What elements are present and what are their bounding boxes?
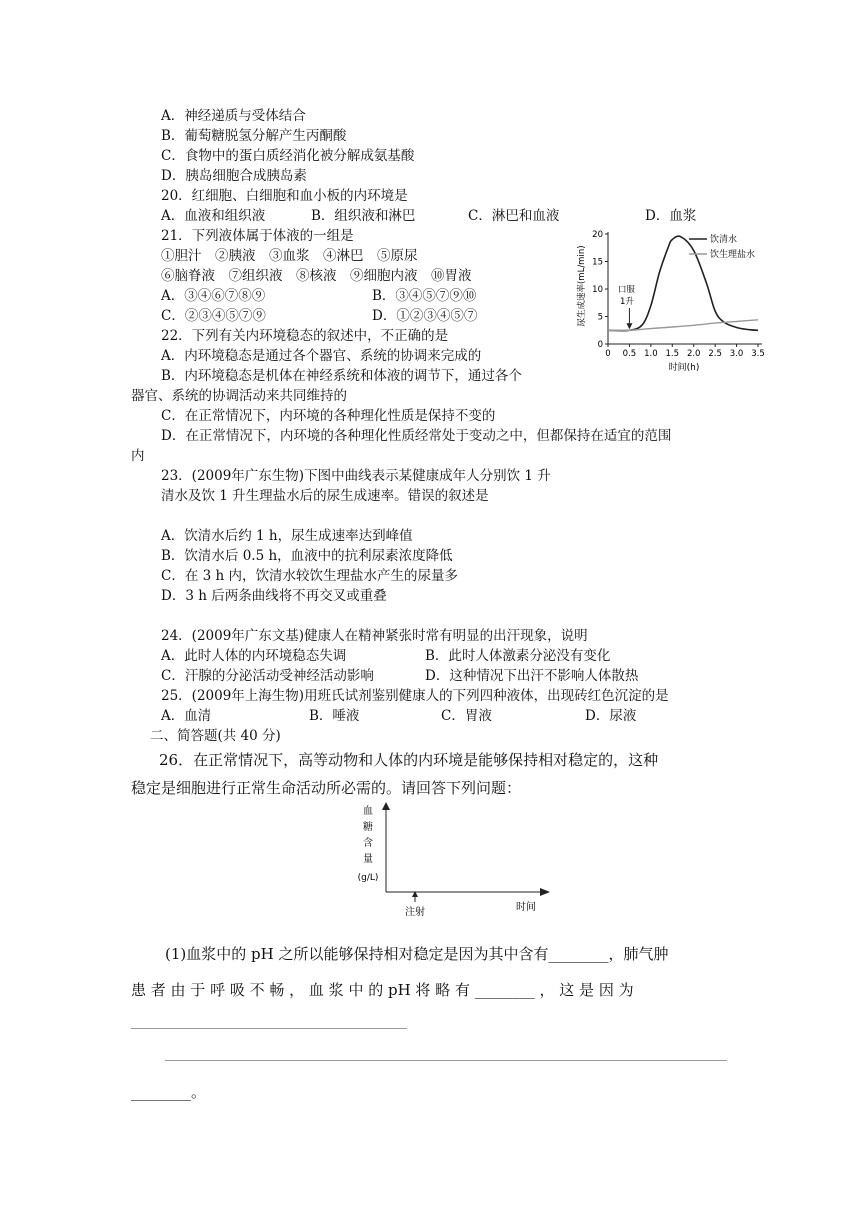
q22-option-d-line1: D．在正常情况下，内环境的各种理化性质经常处于变动之中，但都保持在适宜的范围: [161, 428, 672, 444]
blood-sugar-chart: [352, 802, 552, 917]
q20-stem: 20．红细胞、白细胞和血小板的内环境是: [161, 188, 408, 204]
y-tick-label: 20: [592, 230, 603, 240]
q19-option-a: A．神经递质与受体结合: [161, 108, 306, 124]
chart2-x-arrowhead: [540, 888, 550, 896]
annotation-line2: 1升: [620, 297, 634, 307]
q21-option-a: A．③④⑥⑦⑧⑨: [161, 288, 266, 304]
q25-option-a: A．血清: [161, 708, 212, 724]
q19-option-d: D．胰岛细胞合成胰岛素: [161, 168, 307, 184]
q24-option-c: C．汗腺的分泌活动受神经活动影响: [161, 668, 374, 684]
q26-part1-line1: (1)血浆中的 pH 之所以能够保持相对稳定是因为其中含有________，肺气肿: [165, 945, 669, 963]
chart1-y-label: 尿生成速率(mL/min): [577, 245, 587, 327]
chart2-y-label-1: 糖: [363, 822, 373, 833]
x-tick-label: 3.0: [729, 349, 744, 359]
q20-option-a: A．血液和组织液: [161, 208, 266, 224]
q23-option-a: A．饮清水后约 1 h，尿生成速率达到峰值: [161, 528, 413, 544]
q20-option-b: B．组织液和淋巴: [311, 208, 416, 224]
x-tick-label: 3.5: [751, 349, 765, 359]
q25-option-d: D．尿液: [585, 708, 637, 724]
x-tick-label: 1.5: [665, 349, 680, 359]
q26-intro-line2: 稳定是细胞进行正常生命活动所必需的。请回答下列问题：: [131, 779, 522, 797]
q23-stem-line1: 23．(2009年广东生物)下图中曲线表示某健康成年人分别饮 1 升: [161, 468, 551, 484]
q26-intro-line1: 26．在正常情况下，高等动物和人体的内环境是能够保持相对稳定的，这种: [159, 751, 659, 769]
chart2-y-label-4: (g/L): [357, 873, 379, 883]
annotation-line1: 口服: [618, 285, 636, 295]
x-tick-label: 0.5: [622, 349, 637, 359]
y-tick-label: 0: [597, 340, 603, 350]
q22-stem: 22．下列有关内环境稳态的叙述中，不正确的是: [161, 328, 449, 344]
q25-stem: 25．(2009年上海生物)用班氏试剂鉴别健康人的下列四种液体，出现砖红色沉淀的是: [161, 688, 669, 704]
q22-option-c: C．在正常情况下，内环境的各种理化性质是保持不变的: [161, 408, 496, 424]
q21-stem: 21．下列液体属于体液的一组是: [161, 228, 354, 244]
q22-option-b-line2: 器官、系统的协调活动来共同维持的: [131, 388, 347, 404]
q20-option-c: C．淋巴和血液: [468, 208, 560, 224]
chart1-y-ticks: [592, 230, 608, 350]
x-tick-label: 2.0: [686, 349, 701, 359]
x-tick-label: 1.0: [644, 349, 658, 359]
answer-line-2: [165, 1060, 727, 1061]
q22-option-d-line2: 内: [131, 448, 145, 464]
urine-rate-chart: [574, 224, 774, 374]
q24-stem: 24．(2009年广东文基)健康人在精神紧张时常有明显的出汗现象，说明: [161, 628, 588, 644]
q21-items-1: ①胆汁 ②胰液 ③血浆 ④淋巴 ⑤原尿: [161, 248, 418, 264]
q21-items-2: ⑥脑脊液 ⑦组织液 ⑧核液 ⑨细胞内液 ⑩胃液: [161, 268, 472, 284]
chart2-y-label: [358, 805, 379, 883]
chart2-x-label: 时间: [516, 902, 536, 913]
chart2-annotation: 注射: [405, 907, 425, 917]
q22-option-a: A．内环境稳态是通过各个器官、系统的协调来完成的: [161, 348, 482, 364]
q19-option-c: C．食物中的蛋白质经消化被分解成氨基酸: [161, 148, 415, 164]
q21-option-d: D．①②③④⑤⑦: [372, 308, 478, 324]
q21-option-b: B．③④⑤⑦⑨⑩: [372, 288, 477, 304]
section-title: 二、简答题(共 40 分): [150, 728, 281, 744]
x-tick-label: 0: [605, 349, 611, 359]
q23-option-b: B．饮清水后 0.5 h，血液中的抗利尿素浓度降低: [161, 548, 453, 564]
q25-option-b: B．唾液: [309, 708, 360, 724]
y-tick-label: 15: [592, 257, 603, 268]
q24-option-b: B．此时人体激素分泌没有变化: [425, 648, 611, 664]
q23-stem-line2: 清水及饮 1 升生理盐水后的尿生成速率。错误的叙述是: [161, 488, 489, 504]
q21-option-c: C．②③④⑤⑦⑨: [161, 308, 266, 324]
q26-part1-line2: 患 者 由 于 呼 吸 不 畅 ， 血 浆 中 的 pH 将 略 有 ________ ， 这 是 因 为: [131, 981, 634, 999]
q23-option-d: D．3 h 后两条曲线将不再交叉或重叠: [161, 588, 387, 604]
chart2-y-label-2: 含: [363, 838, 373, 849]
chart1-x-ticks: [605, 344, 764, 359]
chart1-annotation: [618, 285, 636, 329]
q24-option-d: D．这种情况下出汗不影响人体散热: [425, 668, 639, 684]
q22-option-b-line1: B．内环境稳态是机体在神经系统和体液的调节下，通过各个: [161, 368, 522, 384]
chart2-y-label-3: 量: [363, 854, 373, 865]
q25-option-c: C．胃液: [441, 708, 492, 724]
chart1-x-label: 时间(h): [668, 363, 700, 373]
legend-label-water: 饮清水: [710, 235, 738, 245]
x-tick-label: 2.5: [708, 349, 722, 359]
q23-option-c: C．在 3 h 内，饮清水较饮生理盐水产生的尿量多: [161, 568, 458, 584]
chart2-y-label-0: 血: [363, 806, 373, 817]
chart2-y-arrowhead: [382, 802, 390, 810]
y-tick-label: 5: [597, 312, 603, 323]
q19-option-b: B．葡萄糖脱氢分解产生丙酮酸: [161, 128, 347, 144]
y-tick-label: 10: [592, 285, 603, 295]
q24-option-a: A．此时人体的内环境稳态失调: [161, 648, 347, 664]
q26-part1-end: ________。: [131, 1083, 207, 1101]
answer-line-1: [131, 1028, 407, 1029]
chart1-legend: [689, 233, 755, 260]
q20-option-d: D．血浆: [645, 208, 697, 224]
annotation-arrowhead: [626, 323, 632, 329]
legend-label-saline: 饮生理盐水: [710, 250, 756, 260]
